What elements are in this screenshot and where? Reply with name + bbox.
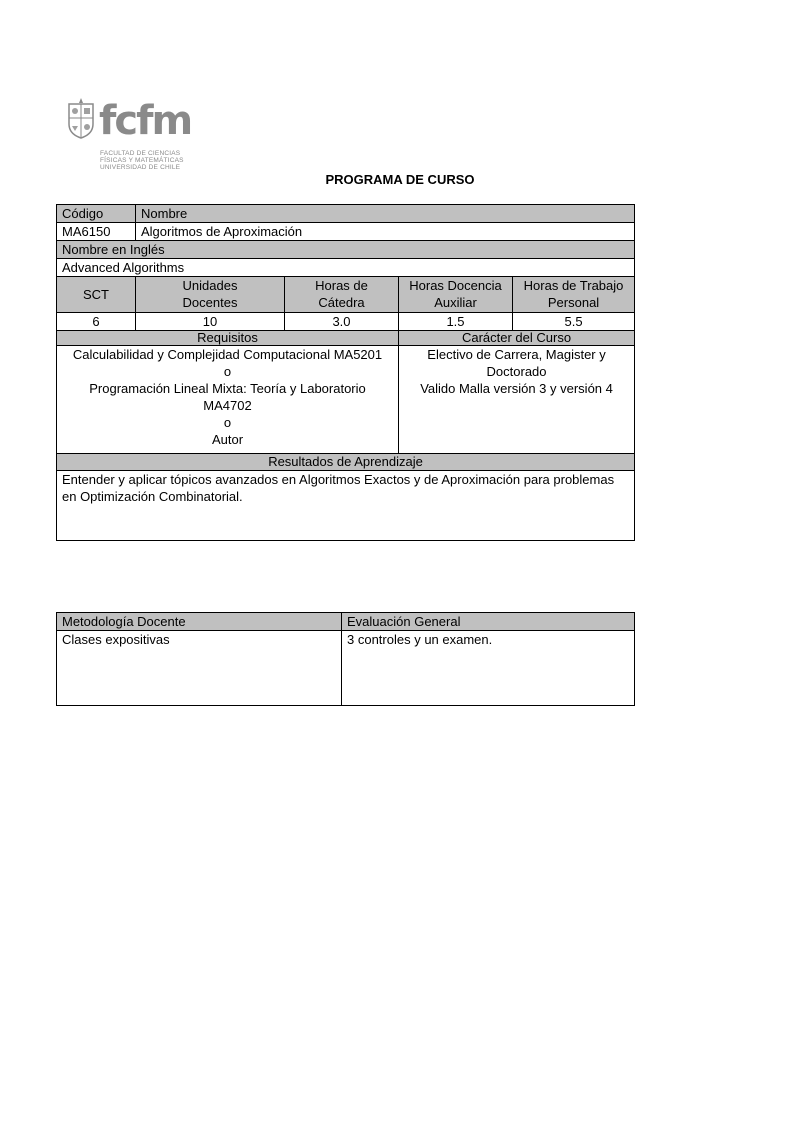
requisito-line: Autor [211,432,244,447]
logo-subtitle-line: UNIVERSIDAD DE CHILE [100,164,181,171]
header-line: Horas de [315,278,368,293]
logo-wordmark: fcfm [99,98,192,144]
evaluacion-content: 3 controles y un examen. [342,631,635,706]
logo-subtitle [100,150,184,171]
header-line: Auxiliar [434,295,477,310]
requisitos-content [57,346,399,454]
requisito-line: Calculabilidad y Complejidad Computacional MA5201 [72,347,383,362]
header-line: Unidades [182,278,238,293]
requisito-line: o [223,364,232,379]
requisito-line: MA4702 [203,398,252,413]
english-name-label: Nombre en Inglés [57,241,635,259]
header-line: Horas de Trabajo [523,278,624,293]
horas-auxiliar-value: 1.5 [399,313,513,331]
course-name: Algoritmos de Aproximación [136,223,635,241]
evaluacion-label: Evaluación General [342,613,635,631]
horas-catedra-value: 3.0 [285,313,399,331]
caracter-line: Electivo de Carrera, Magister y [427,347,606,362]
unidades-docentes-value: 10 [136,313,285,331]
metodologia-label: Metodología Docente [57,613,342,631]
logo-subtitle-line: FÍSICAS Y MATEMÁTICAS [100,157,184,164]
header-line: Horas Docencia [409,278,502,293]
page-title: PROGRAMA DE CURSO [325,172,475,187]
metodologia-content: Clases expositivas [57,631,342,706]
university-seal-icon [66,98,96,140]
horas-catedra-header [285,277,399,313]
unidades-docentes-header [136,277,285,313]
header-line: Cátedra [318,295,365,310]
header-line: Personal [547,295,600,310]
caracter-line: Doctorado [486,364,547,379]
course-program-table [56,204,635,541]
horas-personal-header [513,277,635,313]
logo-subtitle-line: FACULTAD DE CIENCIAS [100,150,181,157]
caracter-content [399,346,635,454]
requisitos-label: Requisitos [57,331,399,346]
horas-personal-value: 5.5 [513,313,635,331]
requisito-line: Programación Lineal Mixta: Teoría y Laboratorio [89,381,366,396]
english-name: Advanced Algorithms [57,259,635,277]
resultados-label: Resultados de Aprendizaje [57,454,635,471]
requisito-line: o [223,415,232,430]
codigo-label: Código [57,205,136,223]
methodology-table [56,612,635,706]
course-code: MA6150 [57,223,136,241]
caracter-label: Carácter del Curso [399,331,635,346]
nombre-label: Nombre [136,205,635,223]
horas-auxiliar-header [399,277,513,313]
fcfm-logo [66,95,201,175]
resultados-content: Entender y aplicar tópicos avanzados en Algoritmos Exactos y de Aproximación para problemas en Optimización Combinatorial. [57,471,635,541]
header-line: Docentes [182,295,238,310]
caracter-line: Valido Malla versión 3 y versión 4 [420,381,613,396]
sct-header: SCT [57,277,136,313]
sct-value: 6 [57,313,136,331]
